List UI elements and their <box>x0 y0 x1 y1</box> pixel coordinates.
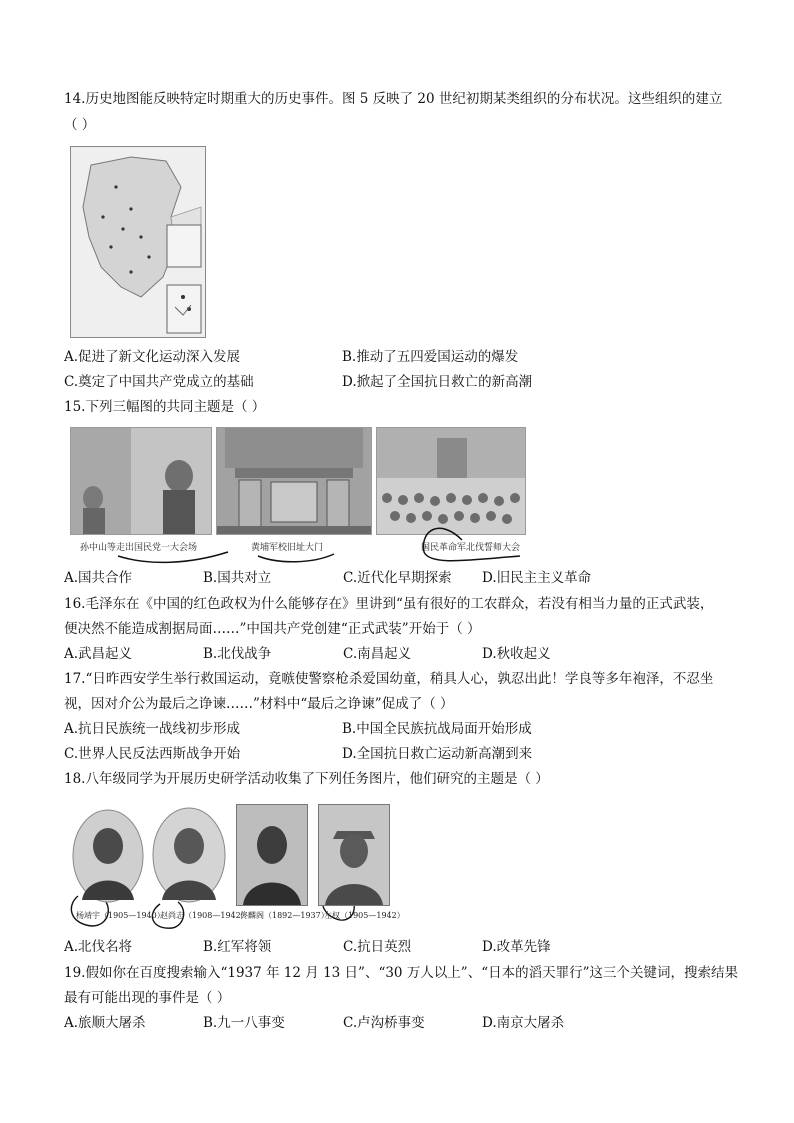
q14-option-c[interactable]: C.奠定了中国共产党成立的基础 <box>64 374 254 390</box>
q18-caption-2: 赵尚志（1908—1942） <box>160 911 249 920</box>
q14-paren: （ ） <box>64 117 96 133</box>
q15-caption-3: 国民革命军北伐誓师大会 <box>421 543 521 553</box>
q19-option-a[interactable]: A.旅顺大屠杀 <box>64 1015 146 1031</box>
q16-option-b[interactable]: B.北伐战争 <box>203 646 272 662</box>
q16-option-a[interactable]: A.武昌起义 <box>64 646 133 662</box>
q15-option-a[interactable]: A.国共合作 <box>64 570 133 586</box>
q19-option-b[interactable]: B.九一八事变 <box>203 1015 285 1031</box>
q18-portrait-3 <box>236 804 308 906</box>
q17-option-a[interactable]: A.抗日民族统一战线初步形成 <box>64 721 241 737</box>
q19-option-c[interactable]: C.卢沟桥事变 <box>343 1015 425 1031</box>
q18-caption-1: 杨靖宇（1905—1940） <box>76 911 165 920</box>
q19-stem-line2: 最有可能出现的事件是（ ） <box>64 990 231 1006</box>
q16-stem-line2: 便决然不能造成割据局面……”中国共产党创建“正式武装”开始于（ ） <box>64 621 481 637</box>
q14-stem: 14.历史地图能反映特定时期重大的历史事件。图 5 反映了 20 世纪初期某类组织的分布状况。这些组织的建立 <box>64 91 723 107</box>
q18-caption-4: 左权（1905—1942） <box>324 911 405 920</box>
q15-caption-1: 孙中山等走出国民党一大会场 <box>80 543 198 553</box>
q17-option-b[interactable]: B.中国全民族抗战局面开始形成 <box>342 721 532 737</box>
q18-option-d[interactable]: D.改革先锋 <box>482 939 551 955</box>
q16-stem-line1: 16.毛泽东在《中国的红色政权为什么能够存在》里讲到“虽有很好的工农群众，若没有相当力量的正式武装， <box>64 596 714 612</box>
q14-option-a[interactable]: A.促进了新文化运动深入发展 <box>64 349 241 365</box>
q18-option-a[interactable]: A.北伐名将 <box>64 939 133 955</box>
q18-option-b[interactable]: B.红军将领 <box>203 939 272 955</box>
q18-portrait-1 <box>72 808 144 904</box>
q18-option-c[interactable]: C.抗日英烈 <box>343 939 412 955</box>
q16-option-c[interactable]: C.南昌起义 <box>343 646 412 662</box>
q14-option-b[interactable]: B.推动了五四爱国运动的爆发 <box>342 349 519 365</box>
q16-option-d[interactable]: D.秋收起义 <box>482 646 551 662</box>
q18-portrait-2 <box>152 806 226 904</box>
q17-stem-line1: 17.“日昨西安学生举行救国运动，竟嗾使警察枪杀爱国幼童，稍具人心，孰忍出此！学良等多年袍泽，不忍坐 <box>64 671 714 687</box>
q18-caption-3: 佟麟阁（1892—1937） <box>240 911 329 920</box>
q19-stem-line1: 19.假如你在百度搜索输入“1937 年 12 月 13 日”、“30 万人以上”、“日本的滔天罪行”这三个关键词，搜索结果 <box>64 965 739 981</box>
q15-option-c[interactable]: C.近代化早期探索 <box>343 570 452 586</box>
q18-portrait-4 <box>318 804 390 906</box>
q15-option-b[interactable]: B.国共对立 <box>203 570 272 586</box>
q15-option-d[interactable]: D.旧民主主义革命 <box>482 570 592 586</box>
q15-stem: 15.下列三幅图的共同主题是（ ） <box>64 399 266 415</box>
q19-option-d[interactable]: D.南京大屠杀 <box>482 1015 565 1031</box>
q17-option-d[interactable]: D.全国抗日救亡运动新高潮到来 <box>342 746 533 762</box>
q17-option-c[interactable]: C.世界人民反法西斯战争开始 <box>64 746 241 762</box>
q14-option-d[interactable]: D.掀起了全国抗日救亡的新高潮 <box>342 374 533 390</box>
q17-stem-line2: 视，因对介公为最后之诤谏……”材料中“最后之诤谏”促成了（ ） <box>64 696 454 712</box>
q18-stem: 18.八年级同学为开展历史研学活动收集了下列任务图片，他们研究的主题是（ ） <box>64 771 549 787</box>
q15-caption-2: 黄埔军校旧址大门 <box>251 543 324 553</box>
